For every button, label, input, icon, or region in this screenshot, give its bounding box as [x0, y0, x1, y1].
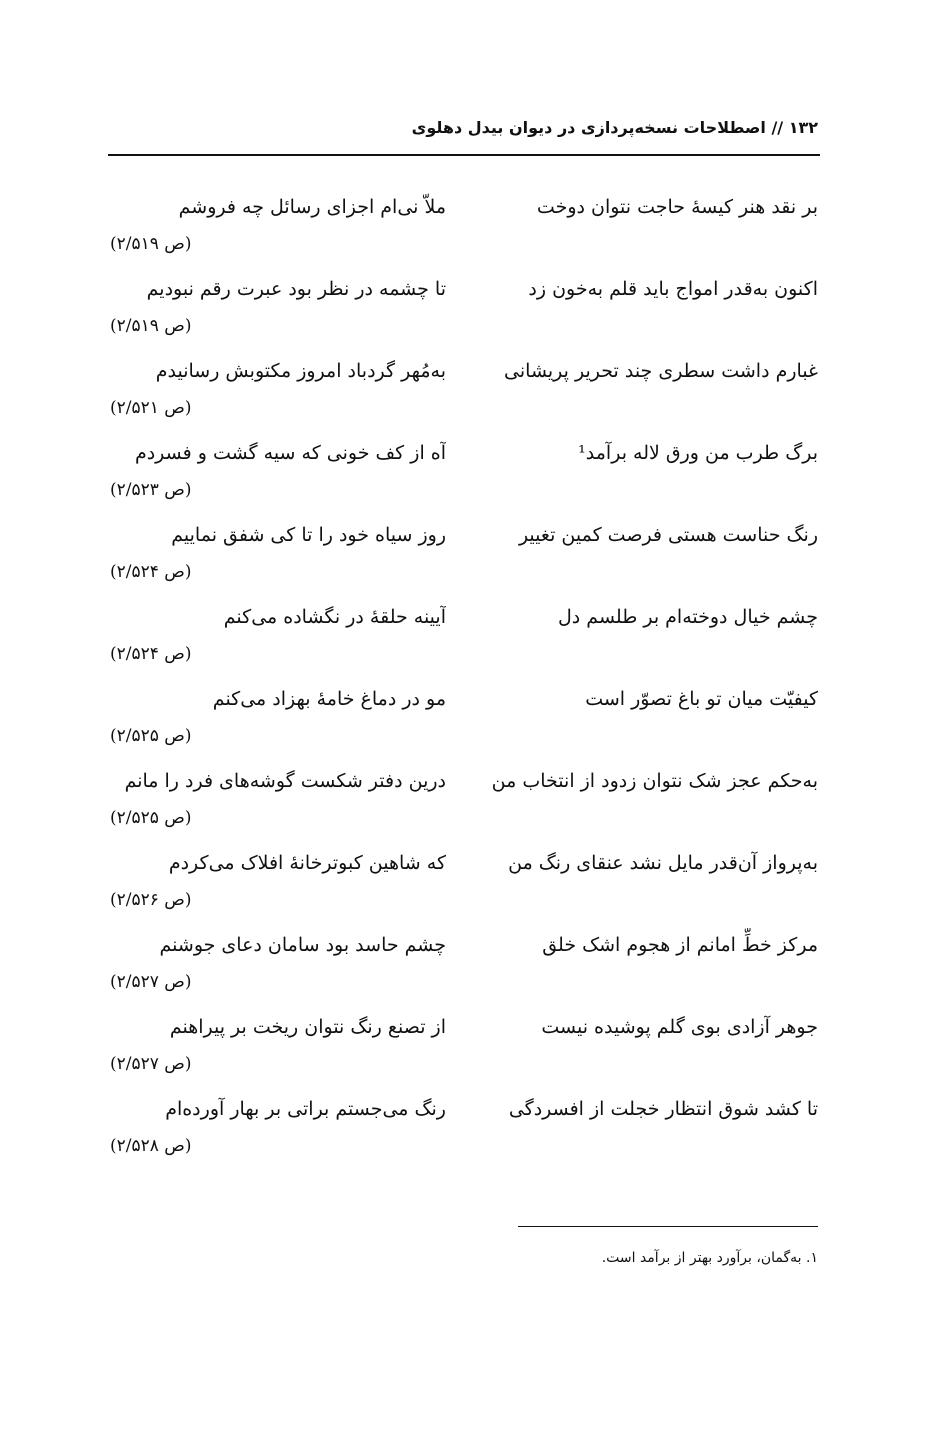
- first-hemistich: بر نقد هنر کیسهٔ حاجت نتوان دوخت: [536, 196, 818, 218]
- footnote-divider: [518, 1226, 818, 1227]
- first-hemistich: کیفیّت میان تو باغ تصوّر است: [585, 688, 818, 710]
- first-hemistich: به‌حکم عجز شک نتوان زدود از انتخاب من: [491, 770, 818, 792]
- couplet-list: [110, 190, 818, 1174]
- second-hemistich: که شاهین کبوترخانهٔ افلاک می‌کردم: [168, 852, 446, 874]
- second-hemistich: آه از کف خونی که سیه گشت و فسردم: [134, 442, 446, 464]
- couplet: [110, 682, 818, 764]
- page-header: ۱۳۲ // اصطلاحات نسخه‌پردازی در دیوان بیدل دهلوی: [411, 118, 818, 137]
- couplet: [110, 1092, 818, 1174]
- second-hemistich: چشم حاسد بود سامان دعای جوشنم: [159, 934, 446, 956]
- page-reference: (ص ۲/۵۲۵): [110, 808, 192, 828]
- page-reference: (ص ۲/۵۲۷): [110, 972, 192, 992]
- first-hemistich: جوهر آزادی بوی گلم پوشیده نیست: [541, 1016, 818, 1038]
- second-hemistich: ملاّ نی‌ام اجزای رسائل چه فروشم: [178, 196, 446, 218]
- footnote: ۱. به‌گمان، برآورد بهتر از برآمد است.: [601, 1250, 818, 1266]
- couplet: [110, 354, 818, 436]
- page-reference: (ص ۲/۵۱۹): [110, 316, 192, 336]
- couplet: [110, 846, 818, 928]
- second-hemistich: روز سیاه خود را تا کی شفق نماییم: [171, 524, 446, 546]
- first-hemistich: غبارم داشت سطری چند تحریر پریشانی: [504, 360, 818, 382]
- page-reference: (ص ۲/۵۲۳): [110, 480, 192, 500]
- page-reference: (ص ۲/۵۲۸): [110, 1136, 192, 1156]
- second-hemistich: به‌مُهر گردباد امروز مکتوبش رسانیدم: [155, 360, 446, 382]
- page-reference: (ص ۲/۵۲۱): [110, 398, 192, 418]
- second-hemistich: تا چشمه در نظر بود عبرت رقم نبودیم: [146, 278, 446, 300]
- first-hemistich: برگ طرب من ورق لاله برآمد¹: [578, 442, 818, 464]
- couplet: [110, 764, 818, 846]
- couplet: [110, 272, 818, 354]
- couplet: [110, 928, 818, 1010]
- page-reference: (ص ۲/۵۲۵): [110, 726, 192, 746]
- second-hemistich: آیینه حلقهٔ در نگشاده می‌کنم: [223, 606, 446, 628]
- second-hemistich: مو در دماغ خامهٔ بهزاد می‌کنم: [212, 688, 446, 710]
- couplet: [110, 600, 818, 682]
- page-reference: (ص ۲/۵۲۴): [110, 562, 192, 582]
- page-reference: (ص ۲/۵۲۶): [110, 890, 192, 910]
- couplet: [110, 436, 818, 518]
- first-hemistich: رنگ حناست هستی فرصت کمین تغییر: [518, 524, 818, 546]
- couplet: [110, 1010, 818, 1092]
- second-hemistich: درین دفتر شکست گوشه‌های فرد را مانم: [124, 770, 446, 792]
- page-reference: (ص ۲/۵۱۹): [110, 234, 192, 254]
- page-reference: (ص ۲/۵۲۴): [110, 644, 192, 664]
- couplet: [110, 190, 818, 272]
- page-reference: (ص ۲/۵۲۷): [110, 1054, 192, 1074]
- first-hemistich: به‌پرواز آن‌قدر مایل نشد عنقای رنگ من: [508, 852, 818, 874]
- first-hemistich: تا کشد شوق انتظار خجلت از افسردگی: [508, 1098, 818, 1120]
- first-hemistich: چشم خیال دوخته‌ام بر طلسم دل: [558, 606, 818, 628]
- header-divider: [108, 154, 820, 156]
- second-hemistich: از تصنع رنگ نتوان ریخت بر پیراهنم: [169, 1016, 446, 1038]
- couplet: [110, 518, 818, 600]
- first-hemistich: اکنون به‌قدر امواج باید قلم به‌خون زد: [528, 278, 818, 300]
- first-hemistich: مرکز خطِّ امانم از هجوم اشک خلق: [542, 934, 818, 956]
- second-hemistich: رنگ می‌جستم براتی بر بهار آورده‌ام: [165, 1098, 446, 1120]
